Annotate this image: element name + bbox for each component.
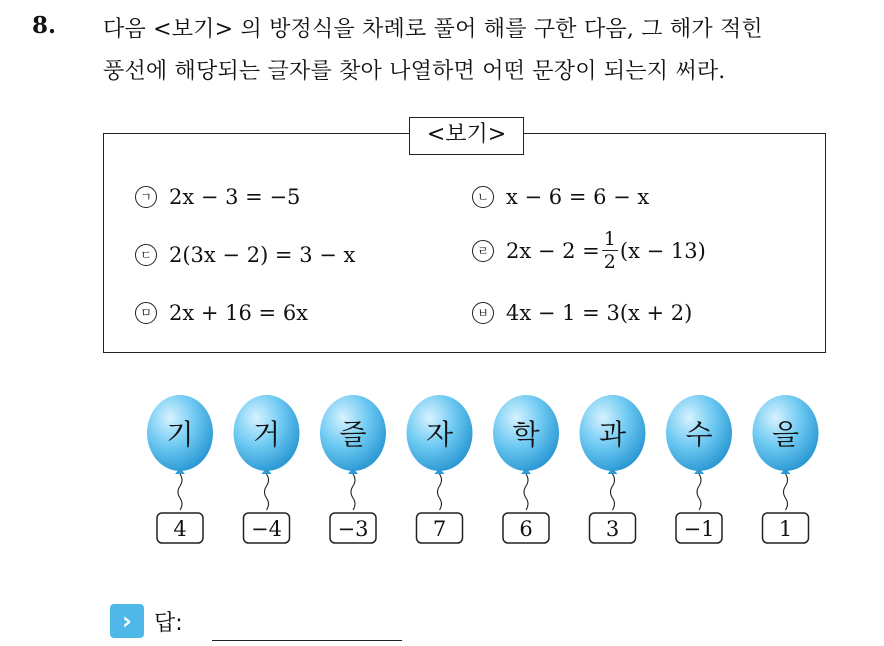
question-text-line2: 풍선에 해당되는 글자를 찾아 나열하면 어떤 문장이 되는지 써라. [103,59,726,84]
balloon-string [611,474,615,510]
balloon [666,395,732,543]
equation-expr: x − 6 = 6 − x [506,185,650,209]
equation-expr: 2x + 16 = 6x [169,301,309,325]
balloon-char: 수 [685,418,713,451]
balloon-string [265,474,269,510]
value-label: 1 [778,517,793,541]
answer-label: 답: [154,610,183,636]
balloon-string [178,474,182,510]
equation-expr: 2(3x − 2) = 3 − x [169,243,356,267]
value-label: 7 [432,517,447,541]
balloon [147,395,213,543]
balloon-char: 즐 [339,418,367,451]
value-label: −1 [683,517,715,541]
fraction-numerator: 1 [603,228,616,250]
equation-expr-pre: 2x − 2 = [506,238,600,263]
balloon [320,395,386,543]
circle-mark-icon: ㅁ [135,302,157,324]
circle-mark-icon: ㄱ [135,186,157,208]
circle-mark-icon: ㄴ [472,186,494,208]
example-box-title: <보기> [409,117,524,155]
circle-mark-icon: ㄹ [472,240,494,262]
equation-expr: 4x − 1 = 3(x + 2) [506,301,693,325]
equation-expr-post: (x − 13) [619,238,706,263]
question-number: 8. [32,12,57,39]
balloon [580,395,646,543]
value-label: 6 [519,517,533,541]
circle-mark-icon: ㄷ [135,244,157,266]
balloon-char: 자 [425,418,454,451]
fraction-denominator: 2 [603,251,616,273]
value-label: −4 [251,517,282,541]
balloon [407,395,473,543]
balloon [753,395,819,543]
balloon [493,395,559,543]
question-text-line1: 다음 <보기> 의 방정식을 차례로 풀어 해를 구한 다음, 그 해가 적힌 [103,17,763,42]
answer-blank-line[interactable] [212,640,402,641]
chevron-right-icon: › [110,604,144,638]
balloon-string [784,474,788,510]
balloon-char: 거 [252,418,281,451]
value-label: 4 [173,517,187,541]
balloon-char: 기 [166,418,194,451]
balloon-char: 학 [512,418,540,451]
balloon-string [697,474,701,510]
balloon-string [524,474,528,510]
balloon-string [438,474,442,510]
answer-row [110,604,183,638]
balloon-char: 을 [771,418,800,451]
balloon-string [351,474,355,510]
balloon-char: 과 [598,418,627,451]
equation-expr: 2x − 3 = −5 [169,185,301,209]
balloon [234,395,300,543]
value-label: −3 [337,517,369,541]
circle-mark-icon: ㅂ [472,302,494,324]
value-label: 3 [605,517,620,541]
